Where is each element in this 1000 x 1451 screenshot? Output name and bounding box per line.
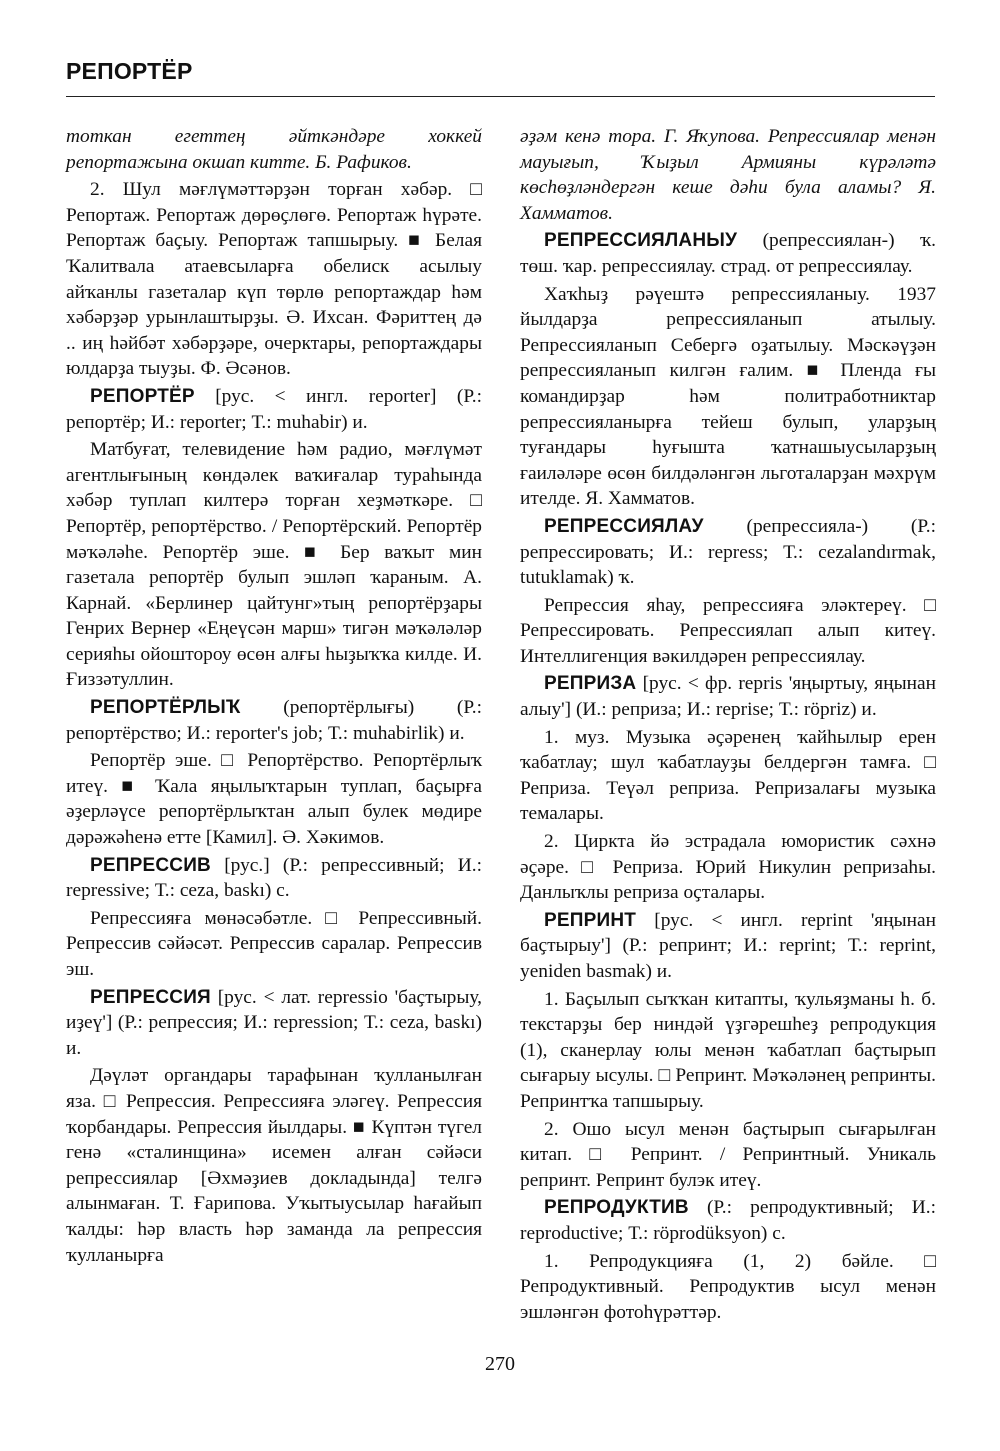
entry-reprint: РЕПРИНТ [рус. < ингл. reprint 'яңынан баҫтырыу'] (Р.: репринт; И.: reprint; Т.: reprint, yeniden basmak) и. xyxy=(520,909,936,982)
entry-reporter-def: Матбуғат, телевидение һәм радио, мәғлүмәт агентлығының көндәлек ваҡиғалар тураһында хәбәр туплап килтерә торған хеҙмәткәре. □ Репортёр, репортёрство. / Репортёрский. Репортёр мәҡәләһе. Репортёр эше. ■ Бер ваҡыт мин газетала репортёр булып эшләп ҡараным. А. Карнай. «Берлинер цайтунг»тың репортёрҙары Генрих Вернер «Еңеүсән марш» тигән мәҡәләләр серияһы ойоштороу өсөн алғы һыҙыҡҡа килде. И. Ғиззәтуллин. xyxy=(66,439,482,691)
entry-repriza-sense-1: 1. муз. Музыка әҫәренең ҡайһылыр ерен ҡабатлау; шул ҡабатлауҙы белдергән тамға. □ Реприза. Теүәл реприза. Репризалағы музыка темалары. xyxy=(520,726,936,825)
entry-repressiv: РЕПРЕССИВ [рус.] (Р.: репрессивный; И.: repressive; Т.: ceza, baskı) с. xyxy=(66,854,482,902)
entry-repressiyalau: РЕПРЕССИЯЛАУ (репрессияла-) (Р.: репрессировать; И.: repress; Т.: cezalandırmak, tutuklamak) ҡ. xyxy=(520,515,936,589)
sense-2: 2. Шул мәғлүмәттәрҙән торған хәбәр. □ Репортаж. Репортаж дөрөҫлөгө. Репортаж һүрәте. Репортаж баҫыу. Репортаж тапшырыу. ■ Белая Ҡалитвала атаевсыларға обелиск асылыу айҡанлы газеталар күп төрлө репортаждар һәм хәбәрҙәр урынлаштырҙы. Ә. Ихсан. Фәриттең дә .. иң һәйбәт хәбәрҙәре, очерктары, репортаждары юлдарҙа тыуҙы. Ф. Әсәнов. xyxy=(66,179,482,380)
entry-reproduktiv-def: 1. Репродукцияға (1, 2) бәйле. □ Репродуктивный. Репродуктив ысул менән эшләнгән фотоһүрәттәр. xyxy=(520,1250,936,1323)
entry-repressiya-def: Дәүләт органдары тарафынан ҡулланылған яза. □ Репрессия. Репрессияға эләгеү. Репрессия ҡорбандары. Репрессия йылдары. ■ Күптән түгел генә «сталинщина» исемен алған сәйәси репрессиялар [Әхмәҙиев докладында] телгә алынмаған. Т. Ғарипова. Уҡытыусылар һағайып ҡалды: һәр власть һәр заманда ла репрессия ҡулланырға xyxy=(66,1065,482,1266)
entry-continuation: әҙәм кенә тора. Г. Яҡупова. Репрессиялар менән мауығып, Ҡыҙыл Армияны күрәләтә көсһөҙләндергән кеше дәһи була аламы? Я. Хамматов. xyxy=(520,126,936,224)
header-rule xyxy=(66,96,935,97)
headword: РЕПРЕССИЯЛАНЫУ xyxy=(544,230,738,252)
entry-repressiyalanyu-def: Хаҡһыҙ рәүештә репрессияланыу. 1937 йылдарҙа репрессияланып атылыу. Репрессияланып Себергә оҙатылыу. Мәскәүҙән репрессияланып килгән ғалим. ■ Пленда ғы командирҙар һәм политработниктар репрессияланырға тейеш булып, уларҙың туғандары һуғышта ҡатнашыусыларҙың ғаиләләре өсөн билдәләнгән льготаларҙан мәхрүм ителде. Я. Хамматов. xyxy=(520,283,936,510)
headword: РЕПРЕССИЯЛАУ xyxy=(544,515,704,537)
headword: РЕПРИНТ xyxy=(544,909,637,931)
running-head: РЕПОРТЁР xyxy=(66,58,193,84)
page-number: 270 xyxy=(485,1353,515,1375)
entry-repressiya: РЕПРЕССИЯ [рус. < лат. repressio 'баҫтырыу, иҙеү'] (Р.: репрессия; И.: repression; Т.: ceza, baskı) и. xyxy=(66,986,482,1059)
entry-repriza: РЕПРИЗА [рус. < фр. repris 'яңыртыу, яңынан алыу'] (И.: реприза; И.: reprise; Т.: röpriz) и. xyxy=(520,673,936,721)
entry-reproduktiv: РЕПРОДУКТИВ (Р.: репродуктивный; И.: reproductive; Т.: röprodüksyon) с. xyxy=(520,1197,936,1244)
headword: РЕПРОДУКТИВ xyxy=(544,1197,689,1219)
entry-continuation: тоткан егеттең әйткәндәре хоккей репортажына окшап китте. Б. Рафиков. xyxy=(66,126,482,173)
entry-reprint-sense-1: 1. Баҫылып сыҡҡан китапты, ҡульяҙманы h. б. текстарҙы бер ниндәй үҙгәрешһеҙ репродукция (1), сканерлау юлы менән ҡабатлап баҫтырып сығарыу ысулы. □ Репринт. Мәҡәләнең репринты. Репринтҡа тапшырыу. xyxy=(520,988,936,1112)
entry-repressiyalau-def: Репрессия яһау, репрессияға эләктереү. □ Репрессировать. Репрессиялап алып китеү. Интеллигенция вәкилдәрен репрессиялау. xyxy=(520,594,936,667)
entry-reporterlyk-def: Репортёр эше. □ Репортёрство. Репортёрлыҡ итеү. ■ Ҡала яңылыҡтарын туплап, баҫырға әҙерләүсе репортёрлыҡтан алып булек мөдире дәрәжәһенә етте [Камил]. Ә. Хәкимов. xyxy=(66,750,482,849)
entry-repriza-sense-2: 2. Циркта йә эстрадала юмористик сәхнә әҫәре. □ Реприза. Юрий Никулин репризаһы. Данлыҡлы реприза оҫталары. xyxy=(520,831,936,904)
headword: РЕПРЕССИВ xyxy=(90,854,211,876)
entry-repressiv-def: Репрессияға мөнәсәбәтле. □ Репрессивный. Репрессив сәйәсәт. Репрессив саралар. Репрессив эш. xyxy=(66,907,482,980)
left-column xyxy=(66,124,482,1270)
entry-reporterlyk: РЕПОРТЁРЛЫҠ (репортёрлығы) (Р.: репортёрство; И.: reporter's job; Т.: muhabirlik) и. xyxy=(66,697,482,744)
right-column xyxy=(520,124,936,1327)
headword: РЕПРИЗА xyxy=(544,673,637,695)
entry-reprint-sense-2: 2. Ошо ысул менән баҫтырып сығарылған китап. □ Репринт. / Репринтный. Уникаль репринт. Репринт булэк итеү. xyxy=(520,1118,936,1191)
entry-repressiyalanyu: РЕПРЕССИЯЛАНЫУ (репрессиялан-) ҡ. төш. ҡар. репрессиялау. страд. от репрессиялау. xyxy=(520,230,936,277)
headword: РЕПОРТЁРЛЫҠ xyxy=(90,697,241,719)
headword: РЕПРЕССИЯ xyxy=(90,986,211,1008)
entry-reporter: РЕПОРТЁР [рус. < ингл. reporter] (Р.: репортёр; И.: reporter; Т.: muhabir) и. xyxy=(66,385,482,433)
headword: РЕПОРТЁР xyxy=(90,385,195,407)
